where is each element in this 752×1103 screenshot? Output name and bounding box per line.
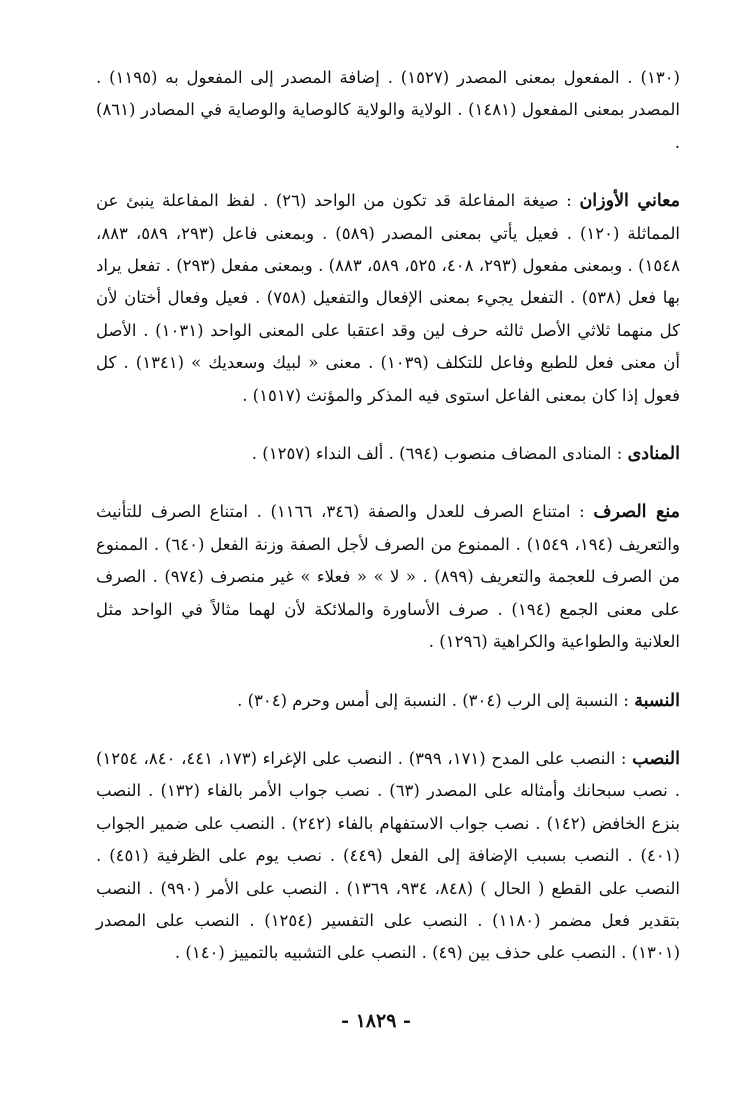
entry-heading: المنادى xyxy=(627,444,680,465)
entry-text: : صيغة المفاعلة قد تكون من الواحد (٢٦) . لفظ المفاعلة ينبئ عن المماثلة (١٢٠) . فعيل يأتي بمعنى المصدر (٥٨٩) . وبمعنى فاعل (٢٩٣، ٥٨٩، ٨٨٣، ١٥٤٨) . وبمعنى مفعول (٢٩٣، ٤٠٨، ٥٢٥، ٥٨٩، ٨٨٣) . وبمعنى مفعل (٢٩٣) . تفعل يراد بها فعل (٥٣٨) . التفعل يجيء بمعنى الإفعال والتفعيل (٧٥٨) . فعيل وفعال أختان لأن كل منهما ثلاثي الأصل ثالثه حرف لين وقد اعتقبا على المعنى الواحد (١٠٣١) . الأصل أن معنى فعل للطبع وفاعل للتكلف (١٠٣٩) . معنى « لبيك وسعديك » (١٣٤١) . كل فعول إذا كان بمعنى الفاعل استوى فيه المذكر والمؤنث (١٥١٧) . xyxy=(96,191,681,405)
entry-text: : المنادى المضاف منصوب (٦٩٤) . ألف النداء (١٢٥٧) . xyxy=(251,444,623,464)
entry-alnisba xyxy=(96,685,680,717)
entry-almunada xyxy=(96,438,680,470)
entry-heading: منع الصرف xyxy=(593,502,680,523)
entry-text: : النسبة إلى الرب (٣٠٤) . النسبة إلى أمس وحرم (٣٠٤) . xyxy=(237,690,629,710)
entry-man-alsarf xyxy=(96,496,680,658)
entry-text: : النصب على المدح (١٧١، ٣٩٩) . النصب على الإغراء (١٧٣، ٤٤١، ٨٤٠، ١٢٥٤) . نصب سبحانك وأمثاله على المصدر (٦٣) . نصب جواب الأمر بالفاء (١٣٢) . النصب بنزع الخافض (١٤٢) . نصب جواب الاستفهام بالفاء (٢٤٢) . النصب على ضمير الجواب (٤٠١) . النصب بسبب الإضافة إلى الفعل (٤٤٩) . نصب يوم على الظرفية (٤٥١) . النصب على القطع ( الحال ) (٨٤٨، ٩٣٤، ١٣٦٩) . النصب على الأمر (٩٩٠) . النصب بتقدير فعل مضمر (١١٨٠) . النصب على التفسير (١٢٥٤) . النصب على المصدر (١٣٠١) . النصب على حذف بين (٤٩) . النصب على التشبيه بالتمييز (١٤٠) . xyxy=(96,748,681,963)
entry-alnasb xyxy=(96,743,680,970)
entry-masdar xyxy=(96,62,680,159)
entry-heading: معاني الأوزان xyxy=(579,191,680,212)
entry-heading: النسبة xyxy=(634,690,680,711)
entry-heading: النصب xyxy=(632,748,680,769)
page-number: - ١٨٢٩ - xyxy=(341,1010,411,1032)
entry-text: : امتناع الصرف للعدل والصفة (٣٤٦، ١١٦٦) . امتناع الصرف للتأنيث والتعريف (١٩٤، ١٥٤٩) . الممنوع من الصرف لأجل الصفة وزنة الفعل (٦٤٠) . الممنوع من الصرف للعجمة والتعريف (٨٩٩) . « لا » « فعلاء » غير منصرف (٩٧٤) . الصرف على معنى الجمع (١٩٤) . صرف الأساورة والملائكة لأن لهما مثالاً في الواحد مثل العلانية والطواعية والكراهية (١٢٩٦) . xyxy=(96,502,680,652)
index-entries xyxy=(96,62,680,970)
entry-text: (١٣٠) . المفعول بمعنى المصدر (١٥٢٧) . إضافة المصدر إلى المفعول به (١١٩٥) . المصدر بمعنى المفعول (١٤٨١) . الولاية والولاية كالوصاية والوصاية في المصادر (٨٦١) . xyxy=(96,68,680,152)
entry-maani-alawzan xyxy=(96,185,680,412)
